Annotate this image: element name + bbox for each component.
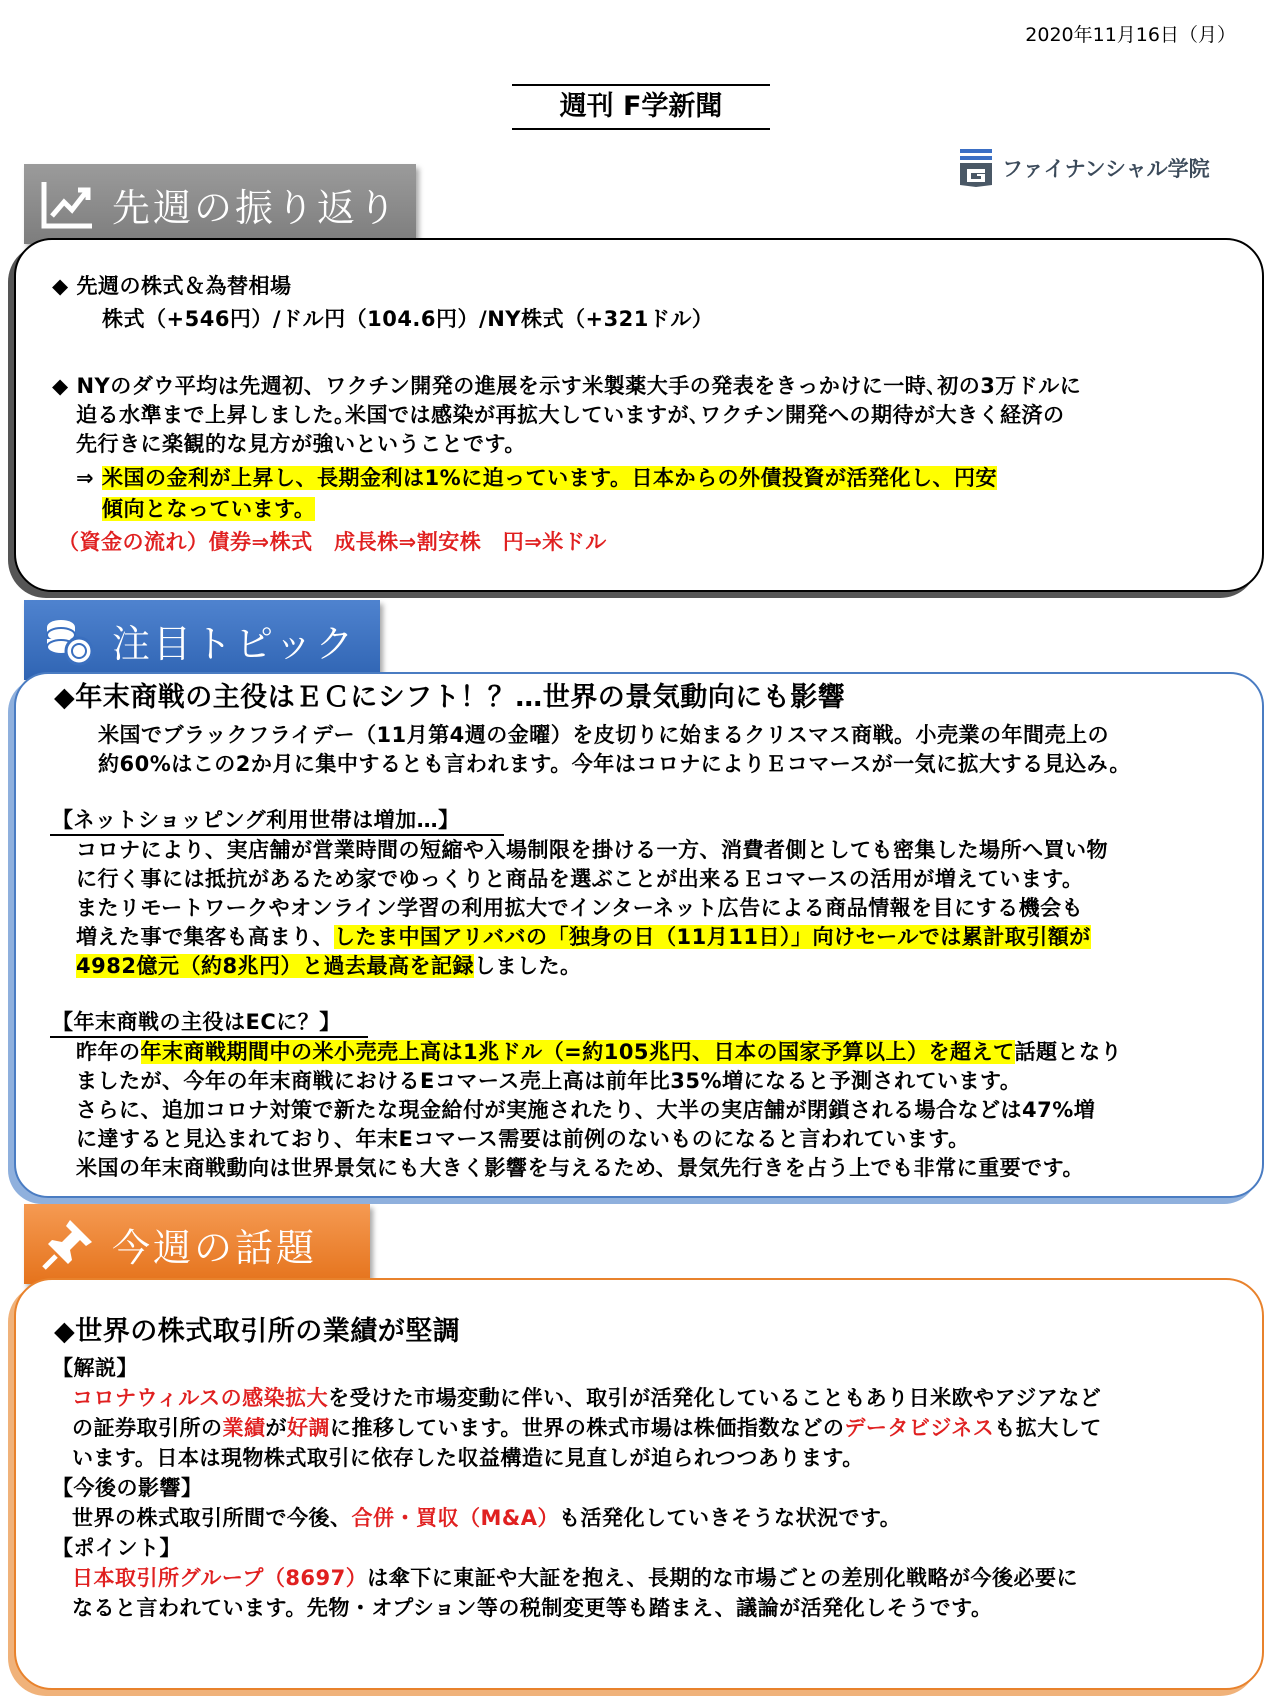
paragraph-line [72, 1384, 1101, 1412]
paragraph-line: ましたが、今年の年末商戦におけるEコマース売上高は前年比35%増になると予測されています。 [76, 1069, 1022, 1093]
red-keyword: 日本取引所グループ（8697） [72, 1566, 368, 1590]
highlight-text: 4982億元（約8兆円）と過去最高を記録 [76, 954, 475, 978]
label-point: 【ポイント】 [52, 1536, 181, 1560]
paragraph-line [72, 1504, 901, 1532]
paragraph-line: に行く事には抵抗があるため家でゆっくりと商品を選ぶことが出来るＥコマースの活用が増えています。 [76, 867, 1084, 891]
paragraph-line: さらに、追加コロナ対策で新たな現金給付が実施されたり、大半の実店舗が閉鎖される場合などは47%増 [76, 1098, 1096, 1122]
highlight-text: 年末商戦期間中の米小売売上高は1兆ドル（=約105兆円、日本の国家予算以上）を超えて [140, 1040, 1015, 1064]
paragraph-line [76, 1038, 1122, 1066]
this-week-headline: ◆世界の株式取引所の業績が堅調 [54, 1316, 461, 1347]
highlight-text: 傾向となっています。 [102, 497, 316, 521]
paragraph-line: コロナにより、実店舗が営業時間の短縮や入場制限を掛ける一方、消費者側としても密集した場所へ買い物 [76, 838, 1108, 862]
text-run: 世界の株式取引所間で今後、 [72, 1506, 352, 1530]
paragraph-line: に達すると見込まれており、年末Eコマース需要は前例のないものになると言われています。 [76, 1127, 970, 1151]
text-run: 話題となり [1014, 1040, 1123, 1064]
paragraph-line [72, 1564, 1078, 1592]
text-run: は傘下に東証や大証を抱え、長期的な市場ごとの差別化戦略が今後必要に [367, 1566, 1079, 1590]
text-run: も活発化していきそうな状況です。 [558, 1506, 902, 1530]
market-summary: 株式（+546円）/ドル円（104.6円）/NY株式（+321ドル） [102, 307, 714, 331]
subheading: 【年末商戦の主役はECに？】 [52, 1010, 341, 1034]
pushpin-icon [38, 1214, 98, 1274]
paragraph-line: なると言われています。先物・オプション等の税制変更等も踏まえ、議論が活発化しそうです。 [72, 1596, 993, 1620]
market-heading: ◆ 先週の株式＆為替相場 [52, 274, 292, 298]
paragraph-line: 米国の年末商戦動向は世界景気にも大きく影響を与えるため、景気先行きを占う上でも非常に重要です。 [76, 1156, 1084, 1180]
text-run: の証券取引所の [72, 1416, 223, 1440]
red-keyword: 業績 [222, 1416, 266, 1440]
red-keyword: 好調 [287, 1416, 330, 1440]
section-title: 今週の話題 [112, 1225, 318, 1270]
brand-logo [958, 148, 1210, 188]
text-run: しました。 [474, 954, 582, 978]
text-run: 増えた事で集客も高まり、 [76, 925, 334, 949]
topic-headline: ◆年末商戦の主役はＥＣにシフト！？…世界の景気動向にも影響 [54, 682, 846, 713]
text-run: 昨年の [76, 1040, 141, 1064]
text-run: が [265, 1416, 287, 1440]
paragraph-line: 米国でブラックフライデー（11月第4週の金曜）を皮切りに始まるクリスマス商戦。小売業の年間売上の [98, 723, 1109, 747]
paragraph-line: います。日本は現物株式取引に依存した収益構造に見直しが迫られつつあります。 [72, 1446, 864, 1470]
paragraph-line [76, 952, 582, 980]
text-run: に推移しています。世界の株式市場は株価指数などの [330, 1416, 845, 1440]
paragraph-line: 迫る水準まで上昇しました｡米国では感染が再拡大していますが､ワクチン開発への期待が大きく経済の [76, 403, 1065, 427]
section-header-last-week [24, 164, 416, 244]
paragraph-line: ◆ NYのダウ平均は先週初、ワクチン開発の進展を示す米製薬大手の発表をきっかけに一時､初の3万ドルに [52, 374, 1082, 398]
paragraph-line [72, 1414, 1102, 1442]
text-run: を受けた市場変動に伴い、取引が活発化していることもあり日米欧やアジアなど [328, 1386, 1102, 1410]
red-keyword: 合併・買収（M&A） [351, 1506, 559, 1530]
label-commentary: 【解説】 [52, 1356, 138, 1380]
section-title: 先週の振り返り [112, 185, 400, 230]
money-flow-line: （資金の流れ）債券⇒株式 成長株⇒割安株 円⇒米ドル [58, 530, 607, 554]
section-header-topic [24, 600, 380, 680]
paragraph-line [76, 923, 1091, 951]
coins-icon [38, 610, 98, 670]
text-run: も拡大して [994, 1416, 1102, 1440]
trend-chart-icon [38, 174, 98, 234]
section-header-this-week [24, 1204, 370, 1284]
label-impact: 【今後の影響】 [52, 1476, 203, 1500]
red-keyword: コロナウィルスの感染拡大 [72, 1386, 329, 1410]
paragraph-line: 約60%はこの2か月に集中するとも言われます。今年はコロナによりＥコマースが一気に拡大する見込み。 [98, 752, 1131, 776]
issue-date: 2020年11月16日（月） [1025, 24, 1236, 46]
highlight-text: 米国の金利が上昇し、長期金利は1%に迫っています。日本からの外債投資が活発化し、円安 [102, 466, 997, 490]
arrow-mark: ⇒ [76, 466, 95, 490]
brand-logo-icon [958, 147, 994, 189]
brand-name: ファイナンシャル学院 [1002, 157, 1210, 181]
newspaper-title: 週刊 F学新聞 [512, 84, 770, 130]
red-keyword: データビジネス [844, 1416, 995, 1440]
section-title: 注目トピック [112, 621, 357, 666]
subheading: 【ネットショッピング利用世帯は増加…】 [52, 808, 460, 832]
paragraph-line: 先行きに楽観的な見方が強いということです。 [76, 432, 526, 456]
highlight-text: したま中国アリババの「独身の日（11月11日）」向けセールでは累計取引額が [334, 925, 1091, 949]
paragraph-line: またリモートワークやオンライン学習の利用拡大でインターネット広告による商品情報を目にする機会も [76, 896, 1084, 920]
